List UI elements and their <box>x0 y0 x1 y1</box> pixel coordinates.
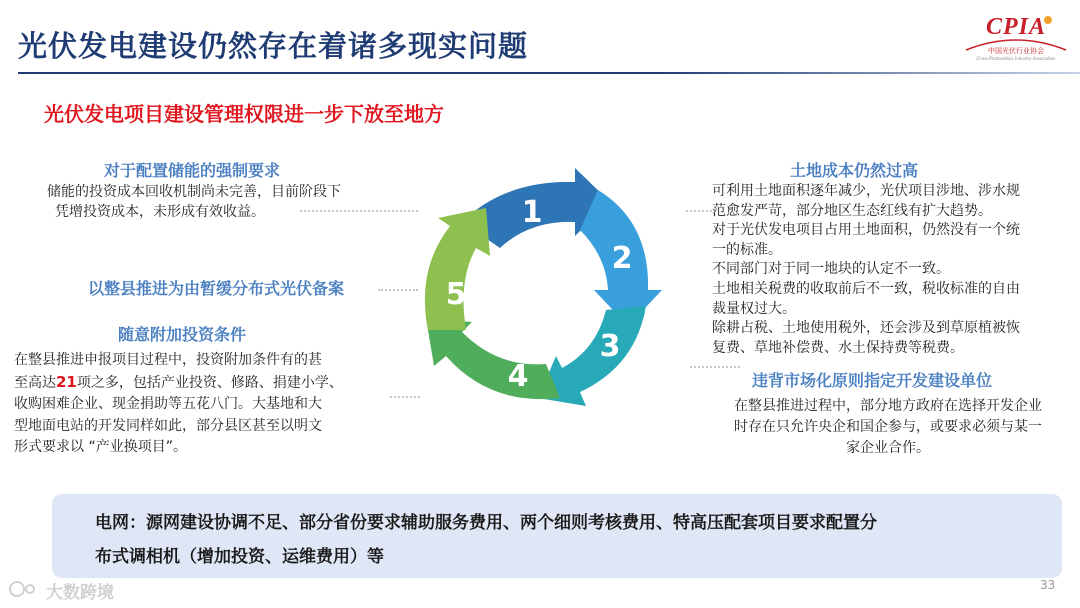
logo-text: CPIA <box>985 14 1046 40</box>
text-line: 家企业合作。 <box>846 440 930 456</box>
cycle-number-1: 1 <box>521 195 543 230</box>
left-text-storage <box>47 182 387 222</box>
text-line: 一的标准。 <box>712 241 782 258</box>
dotted-connector <box>690 366 740 368</box>
text-line: 除耕占税、土地使用税外，还会涉及到草原植被恢 <box>712 320 1020 337</box>
right-text-market <box>708 396 1068 459</box>
dotted-connector <box>300 210 418 212</box>
text-fragment: 项之多，包括产业投资、修路、捐建小学、 <box>76 374 343 391</box>
text-line: 裁量权过大。 <box>712 300 796 317</box>
text-line: 不同部门对于同一地块的认定不一致。 <box>712 261 950 278</box>
cycle-number-2: 2 <box>611 241 633 276</box>
right-heading-market: 违背市场化原则指定开发建设单位 <box>752 371 993 390</box>
right-text-land <box>712 182 1072 358</box>
logo-english: China Photovoltaic Industry Association <box>976 56 1056 61</box>
header-divider <box>18 72 1080 74</box>
text-line: 收购困难企业、现金捐助等五花八门。大基地和大 <box>14 396 322 412</box>
cycle-number-5: 5 <box>445 277 467 312</box>
text-line: 土地相关税费的收取前后不一致，税收标准的自由 <box>712 280 1020 297</box>
logo-subtitle: 中国光伏行业协会 <box>988 47 1044 55</box>
text-fragment: 至高达 <box>14 374 56 391</box>
text-line: 形式要求以 “产业换项目”。 <box>14 439 187 455</box>
text-line: 复费、草地补偿费、水土保持费等税费。 <box>712 339 964 356</box>
page-number: 33 <box>1040 578 1056 592</box>
cycle-segment-5 <box>425 208 490 330</box>
text-line: 对于光伏发电项目占用土地面积，仍然没有一个统 <box>712 222 1020 239</box>
left-heading-storage: 对于配置储能的强制要求 <box>104 161 281 180</box>
watermark-icon <box>8 578 42 600</box>
text-line: 布式调相机（增加投资、运维费用）等 <box>95 547 384 567</box>
right-heading-land: 土地成本仍然过高 <box>790 161 919 180</box>
text-line: 凭增投资成本，未形成有效收益。 <box>55 204 265 220</box>
left-heading-conditions: 随意附加投资条件 <box>118 325 247 344</box>
watermark-text: 大数跨境 <box>46 583 114 603</box>
cycle-number-4: 4 <box>507 359 529 394</box>
cycle-number-3: 3 <box>599 329 621 364</box>
text-line: 电网：源网建设协调不足、部分省份要求辅助服务费用、两个细则考核费用、特高压配套项目要求配置分 <box>95 513 877 533</box>
text-line: 在整县推进过程中，部分地方政府在选择开发企业 <box>734 398 1042 414</box>
page-title: 光伏发电建设仍然存在着诸多现实问题 <box>18 29 529 63</box>
text-line: 型地面电站的开发同样如此，部分县区甚至以明文 <box>14 417 322 434</box>
text-line: 储能的投资成本回收机制尚未完善，目前阶段下 <box>47 184 341 200</box>
left-heading-county: 以整县推进为由暂缓分布式光伏备案 <box>88 279 345 298</box>
grid-issue-text <box>95 506 1035 574</box>
text-line: 在整县推进申报项目过程中，投资附加条件有的甚 <box>14 352 322 368</box>
highlight-number: 21 <box>56 372 77 391</box>
text-line: 时存在只允许央企和国企参与，或要求必须与某一 <box>734 419 1042 435</box>
cycle-diagram <box>410 160 690 410</box>
section-subtitle: 光伏发电项目建设管理权限进一步下放至地方 <box>44 102 444 126</box>
cycle-segment-2 <box>580 190 662 326</box>
text-line <box>14 372 394 395</box>
text-line: 范愈发严苛，部分地区生态红线有扩大趋势。 <box>712 202 992 219</box>
text-line: 可利用土地面积逐年减少，光伏项目涉地、涉水规 <box>712 183 1020 199</box>
left-text-conditions <box>14 350 394 459</box>
cycle-segment-4 <box>426 318 560 399</box>
